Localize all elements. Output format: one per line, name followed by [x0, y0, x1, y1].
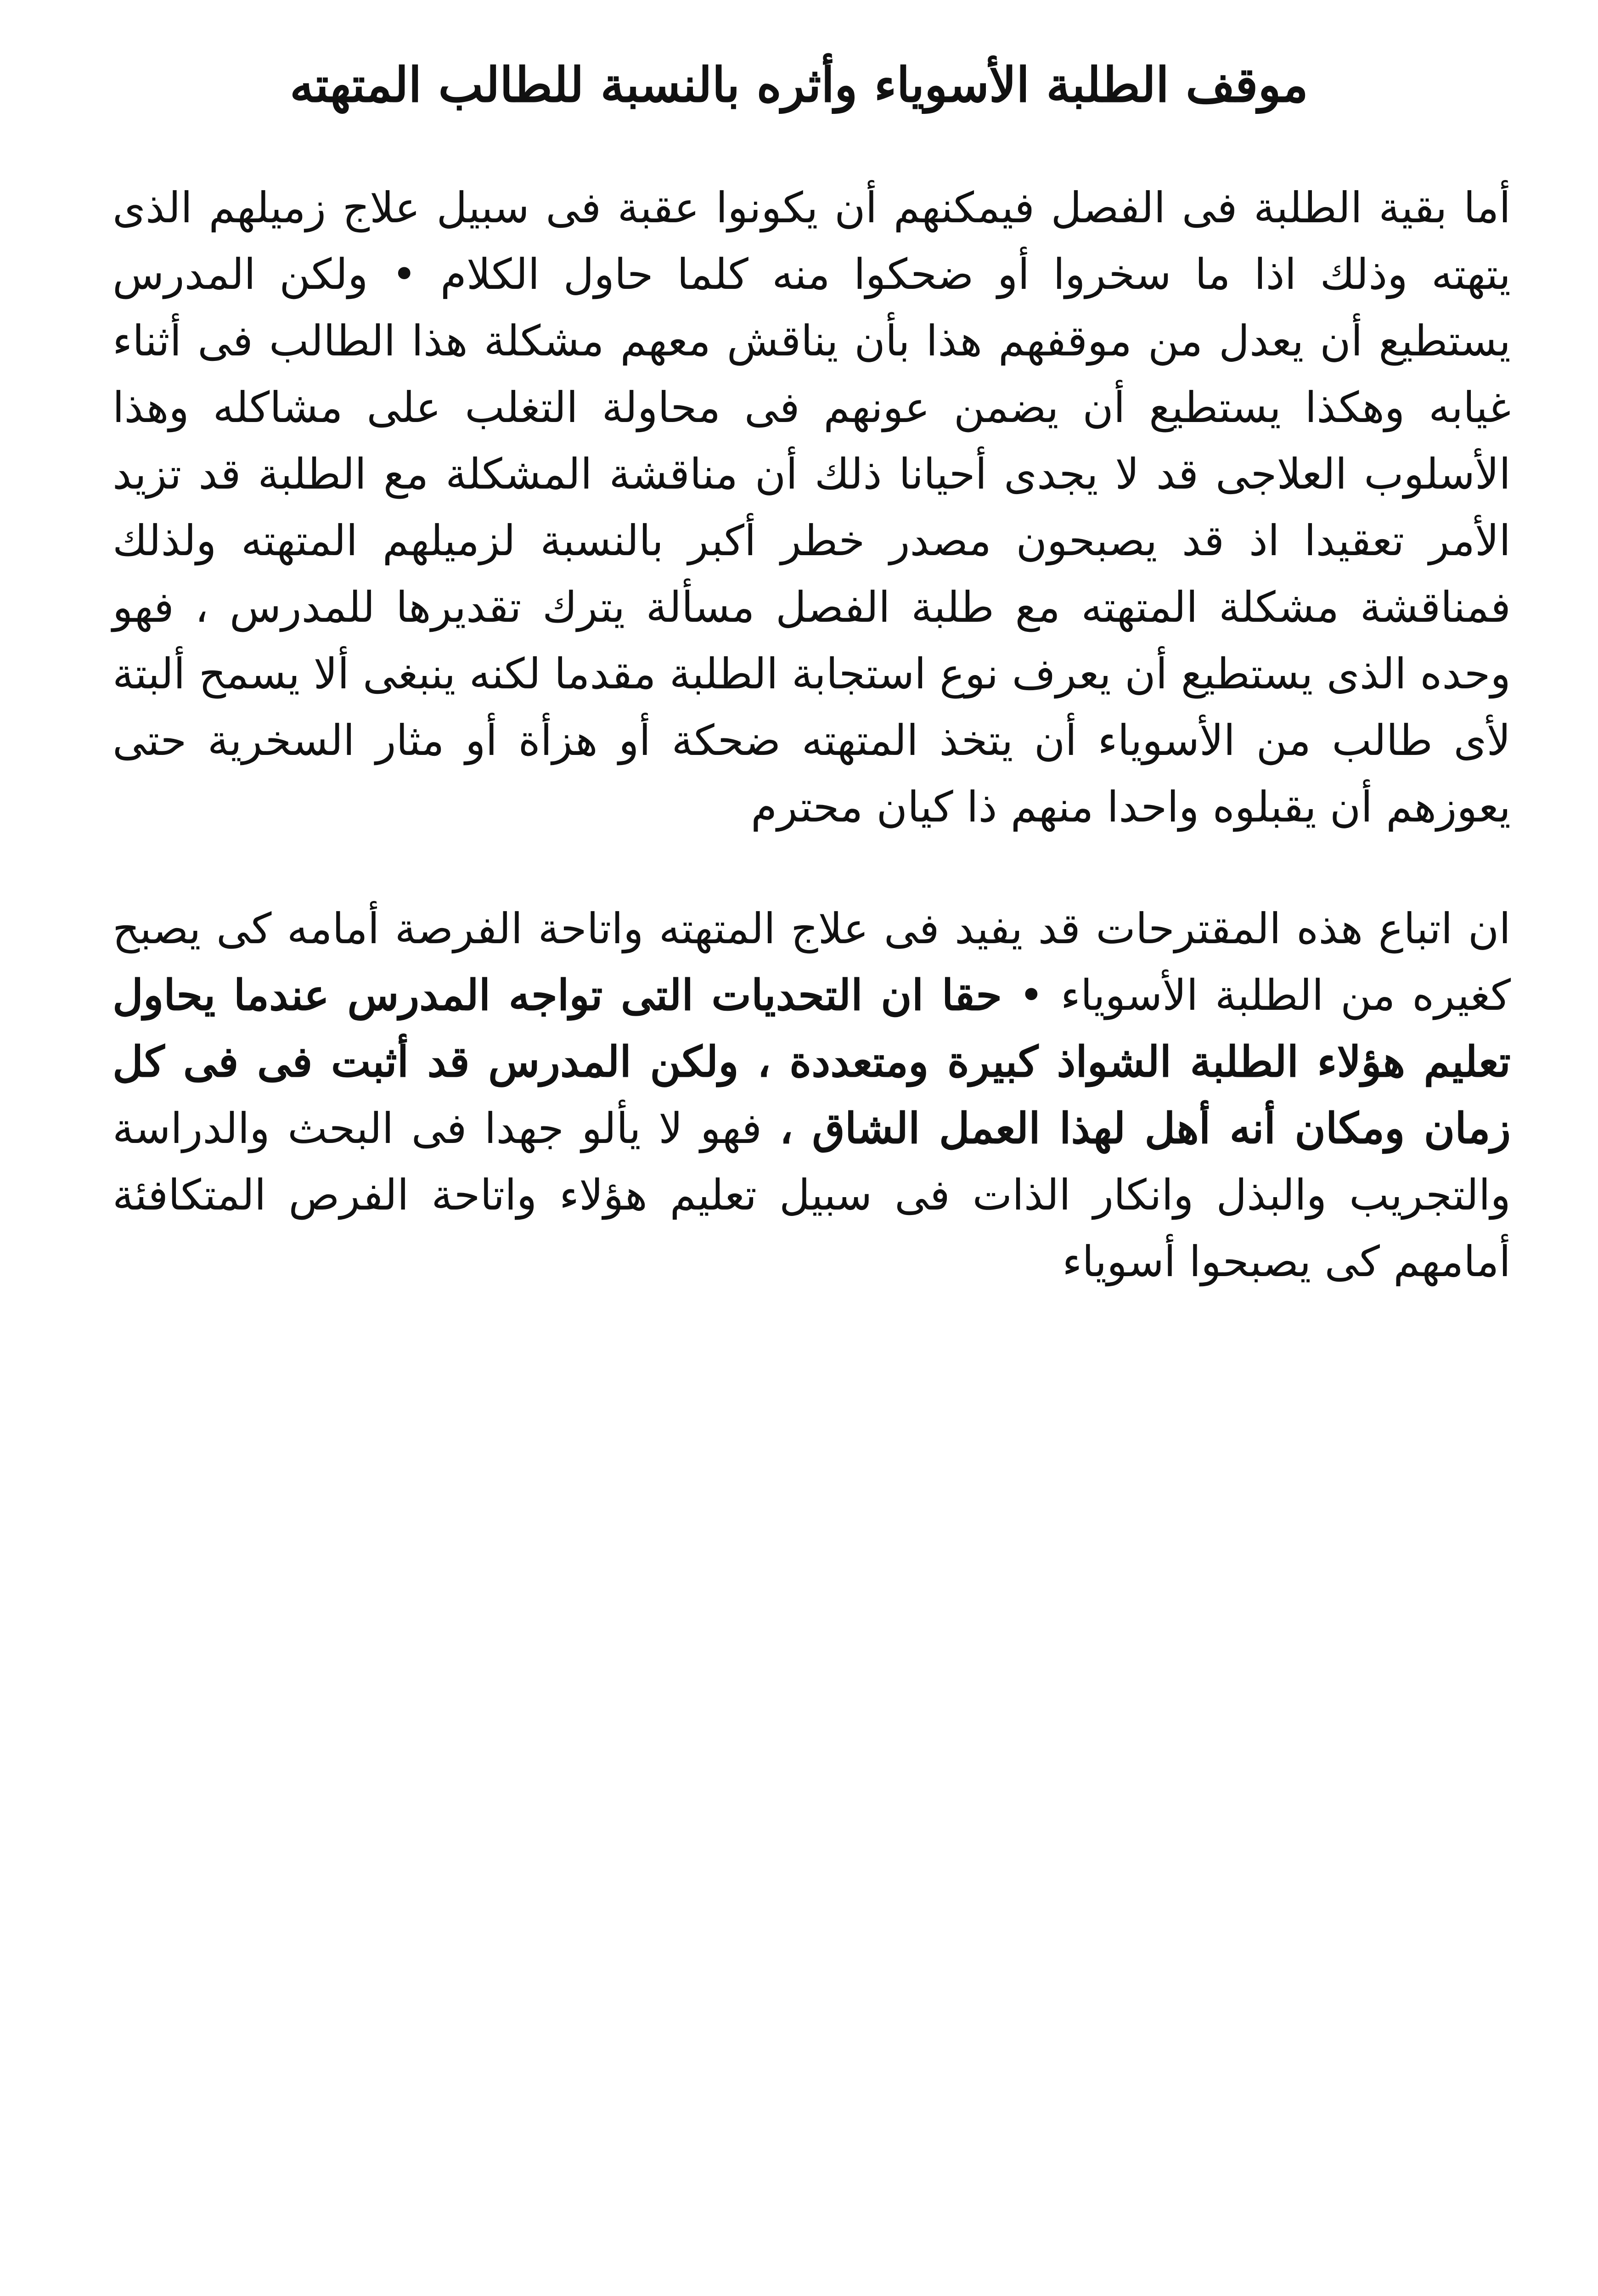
paragraph-2-text-1: ان اتباع هذه المقترحات قد يفيد فى علاج المتهته واتاحة الفرصة أمامه كى يصبح كغيره من الطلبة الأسوياء • [113, 904, 1511, 1020]
page-title: موقف الطلبة الأسوياء وأثره بالنسبة للطالب المتهته [290, 56, 1308, 113]
paragraph-2-bold-text: حقا ان التحديات التى تواجه المدرس عندما يحاول تعليم هؤلاء الطلبة الشواذ كبيرة ومتعددة ، ولكن المدرس قد أثبت فى فى كل زمان ومكان أنه أهل لهذا العمل الشاق ، [113, 970, 1511, 1153]
paragraph-2 [113, 895, 1511, 1295]
body-text [113, 174, 1511, 1295]
paragraph-2-text-2: فهو لا يألو جهدا فى البحث والدراسة والتجريب والبذل وانكار الذات فى سبيل تعليم هؤلاء واتاحة الفرص المتكافئة أمامهم كى يصبحوا أسوياء [113, 1104, 1511, 1286]
paragraph-1: أما بقية الطلبة فى الفصل فيمكنهم أن يكونوا عقبة فى سبيل علاج زميلهم الذى يتهته وذلك اذا ما سخروا أو ضحكوا منه كلما حاول الكلام • ولكن المدرس يستطيع أن يعدل من موقفهم هذا بأن يناقش معهم مشكلة هذا الطالب فى أثناء غيابه وهكذا يستطيع أن يضمن عونهم فى محاولة التغلب على مشاكله وهذا الأسلوب العلاجى قد لا يجدى أحيانا ذلك أن مناقشة المشكلة مع الطلبة قد تزيد الأمر تعقيدا اذ قد يصبحون مصدر خطر أكبر بالنسبة لزميلهم المتهته ولذلك فمناقشة مشكلة المتهته مع طلبة الفصل مسألة يترك تقديرها للمدرس ، فهو وحده الذى يستطيع أن يعرف نوع استجابة الطلبة مقدما لكنه ينبغى ألا يسمح ألبتة لأى طالب من الأسوياء أن يتخذ المتهته ضحكة أو هزأة أو مثار السخرية حتى يعوزهم أن يقبلوه واحدا منهم ذا كيان محترم [113, 183, 1511, 832]
